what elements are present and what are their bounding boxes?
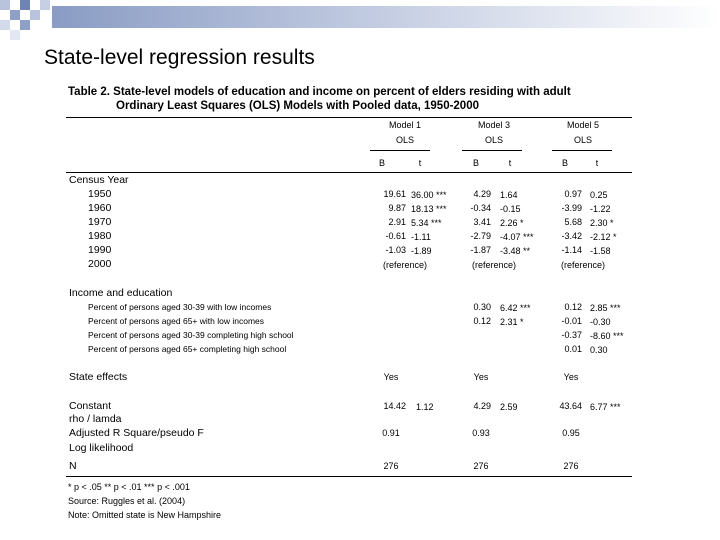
row-label: State effects <box>69 371 128 383</box>
m1-value: 0.91 <box>382 428 400 438</box>
m1-t: -1.11 <box>411 232 431 242</box>
row-label: 2000 <box>88 258 112 270</box>
m5-b: 0.97 <box>564 189 582 199</box>
row-label: 1950 <box>88 188 112 200</box>
m3-t: 2.26 * <box>500 218 524 228</box>
m5-t: 0.25 <box>590 190 608 200</box>
m3-value: 276 <box>473 461 489 471</box>
row-label: Adjusted R Square/pseudo F <box>69 427 204 439</box>
m3-b: 4.29 <box>473 401 491 411</box>
m5-t: 2.85 *** <box>590 303 621 313</box>
row-label: Percent of persons aged 30-39 completing high school <box>88 330 294 340</box>
model5-t-label: t <box>595 158 599 168</box>
row-label: Percent of persons aged 65+ with low incomes <box>88 316 265 326</box>
m1-reference: (reference) <box>382 260 427 270</box>
row-label: Constant <box>69 400 112 412</box>
row-label: 1980 <box>88 230 112 242</box>
model5-method: OLS <box>573 135 592 145</box>
row-label: 1970 <box>88 216 112 228</box>
table-title-line1: Table 2. State-level models of education and income on percent of elders residing with adult <box>68 86 571 98</box>
m3-t: -3.48 ** <box>500 246 531 256</box>
m1-t: 36.00 *** <box>411 190 447 200</box>
m3-t: -0.15 <box>500 204 521 214</box>
m3-reference: (reference) <box>471 260 516 270</box>
m5-t: -2.12 * <box>590 232 617 242</box>
m3-value: Yes <box>473 372 489 382</box>
m5-b: -1.14 <box>561 245 582 255</box>
m5-t: -1.22 <box>590 204 611 214</box>
table-title <box>68 85 571 113</box>
m5-t: -0.30 <box>590 317 611 327</box>
m3-t: -4.07 *** <box>500 232 534 242</box>
slide-title: State-level regression results <box>44 46 315 69</box>
m3-b: -2.79 <box>470 231 491 241</box>
model5-underline <box>552 150 612 151</box>
model3-b-label: B <box>472 158 479 168</box>
m3-b: -0.34 <box>470 203 491 213</box>
m5-t: -1.58 <box>590 246 611 256</box>
source-note: Source: Ruggles et al. (2004) <box>68 496 186 506</box>
m3-b: 0.30 <box>473 302 491 312</box>
m1-t: 5.34 *** <box>411 218 442 228</box>
m1-b: 14.42 <box>383 401 406 411</box>
m5-t: -8.60 *** <box>590 331 624 341</box>
income-education-header: Income and education <box>69 287 173 299</box>
m5-value: 0.95 <box>562 428 580 438</box>
m3-value: 0.93 <box>472 428 490 438</box>
model1-method: OLS <box>395 135 414 145</box>
m3-t: 2.31 * <box>500 317 524 327</box>
row-label: 1960 <box>88 202 112 214</box>
m5-b: -0.37 <box>561 330 582 340</box>
m1-value: 276 <box>383 461 399 471</box>
model3-name: Model 3 <box>477 120 511 130</box>
m3-t: 2.59 <box>500 402 518 412</box>
m1-b: 2.91 <box>388 217 406 227</box>
m5-t: 2.30 * <box>590 218 614 228</box>
m5-b: -3.99 <box>561 203 582 213</box>
row-label: N <box>69 460 77 472</box>
m5-b: 5.68 <box>564 217 582 227</box>
model5-b-label: B <box>561 158 568 168</box>
m1-b: -0.61 <box>385 231 406 241</box>
model1-underline <box>370 150 430 151</box>
m3-b: 4.29 <box>473 189 491 199</box>
census-year-header: Census Year <box>69 174 129 186</box>
m1-value: Yes <box>383 372 399 382</box>
model1-b-label: B <box>378 158 385 168</box>
m3-t: 1.64 <box>500 190 518 200</box>
slide-header-decoration <box>0 0 720 40</box>
m5-b: 43.64 <box>559 401 582 411</box>
m1-b: 19.61 <box>383 189 406 199</box>
m1-t: 1.12 <box>416 402 434 412</box>
significance-note: * p < .05 ** p < .01 *** p < .001 <box>68 482 190 492</box>
m1-b: 9.87 <box>388 203 406 213</box>
model3-t-label: t <box>508 158 512 168</box>
m5-b: 0.12 <box>564 302 582 312</box>
m3-b: -1.87 <box>470 245 491 255</box>
bottom-rule <box>66 476 632 477</box>
m5-value: 276 <box>563 461 579 471</box>
table-title-line2: Ordinary Least Squares (OLS) Models with Pooled data, 1950-2000 <box>116 100 479 112</box>
row-label: Percent of persons aged 65+ completing high school <box>88 344 287 354</box>
log-likelihood-label: Log likelihood <box>69 442 134 454</box>
m5-b: 0.01 <box>564 344 582 354</box>
omitted-state-note: Note: Omitted state is New Hampshire <box>68 510 222 520</box>
rho-lamda-label: rho / lamda <box>69 413 122 425</box>
row-label: Percent of persons aged 30-39 with low incomes <box>88 302 272 312</box>
m5-t: 0.30 <box>590 345 608 355</box>
top-rule <box>66 117 632 118</box>
m5-b: -0.01 <box>561 316 582 326</box>
m3-b: 0.12 <box>473 316 491 326</box>
model3-underline <box>462 150 522 151</box>
model1-t-label: t <box>418 158 422 168</box>
model3-method: OLS <box>484 135 503 145</box>
m5-value: Yes <box>563 372 579 382</box>
model1-name: Model 1 <box>388 120 422 130</box>
m1-t: 18.13 *** <box>411 204 447 214</box>
m5-reference: (reference) <box>560 260 605 270</box>
m1-b: -1.03 <box>385 245 406 255</box>
m3-b: 3.41 <box>473 217 491 227</box>
m5-b: -3.42 <box>561 231 582 241</box>
model5-name: Model 5 <box>566 120 600 130</box>
m5-t: 6.77 *** <box>590 402 621 412</box>
m1-t: -1.89 <box>411 246 432 256</box>
row-label: 1990 <box>88 244 112 256</box>
header-rule <box>66 172 632 173</box>
m3-t: 6.42 *** <box>500 303 531 313</box>
